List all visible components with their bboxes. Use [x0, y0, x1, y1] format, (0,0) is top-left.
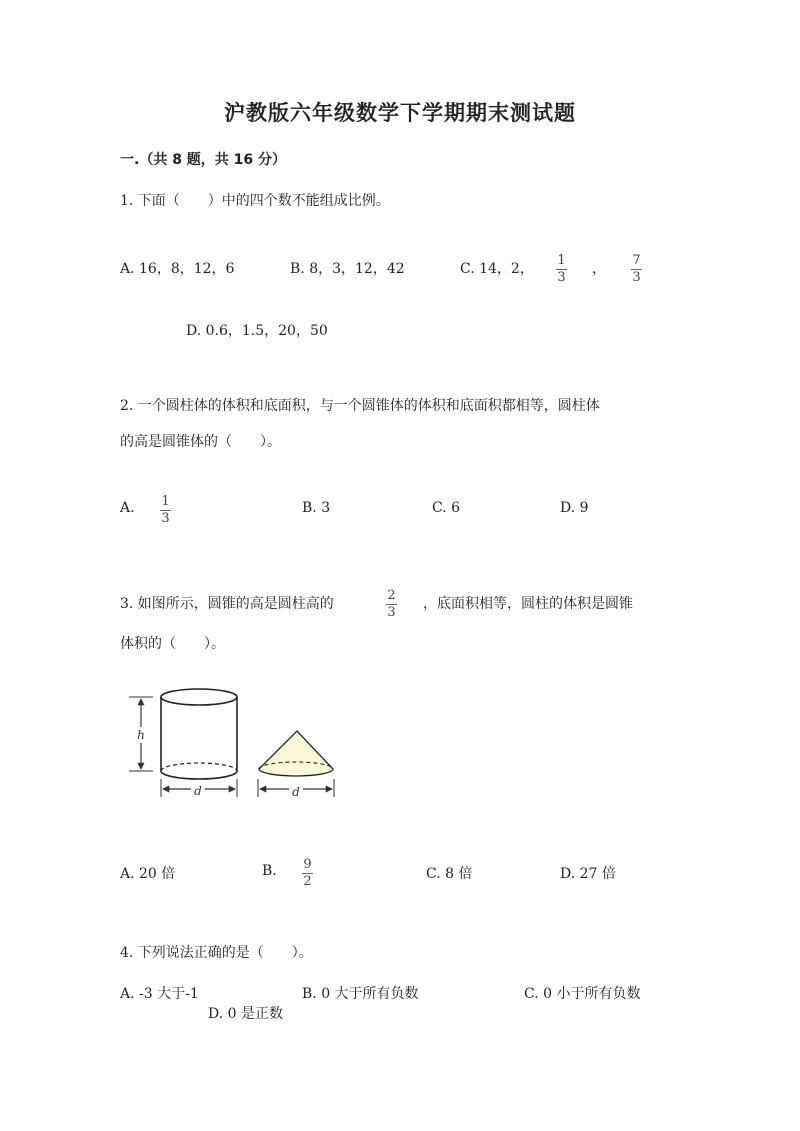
question-2-option-a-fraction	[160, 495, 171, 526]
fraction-numerator: 1	[557, 253, 566, 268]
cylinder-top	[161, 689, 237, 705]
question-3-stem-prefix: 3. 如图所示，圆锥的高是圆柱高的	[120, 596, 334, 612]
question-2-stem-line-2: 的高是圆锥体的（ ）。	[120, 434, 281, 450]
question-3-option-d: D. 27 倍	[560, 866, 616, 882]
question-3-option-b-prefix: B.	[262, 863, 277, 879]
cylinder-bottom-back	[161, 763, 237, 771]
fraction-denominator: 3	[557, 270, 566, 285]
question-4-option-a: A. -3 大于-1	[120, 986, 199, 1002]
cylinder-cone-figure	[125, 685, 350, 805]
question-4-option-b: B. 0 大于所有负数	[302, 986, 419, 1002]
cone-diameter-label: d	[292, 785, 300, 799]
question-4-option-c: C. 0 小于所有负数	[524, 986, 641, 1002]
cylinder-diameter-label: d	[194, 784, 202, 798]
question-1-option-c-separator: ，	[592, 261, 606, 277]
question-2-option-d: D. 9	[560, 500, 589, 516]
cone-body	[259, 731, 333, 776]
question-3-stem-fraction	[386, 589, 397, 620]
fraction-denominator: 2	[303, 874, 312, 889]
fraction-denominator: 3	[387, 605, 396, 620]
question-1-option-b: B. 8，3，12，42	[290, 261, 405, 277]
question-1-option-c-prefix: C. 14，2，	[460, 261, 534, 277]
question-4-stem: 4. 下列说法正确的是（ ）。	[120, 945, 313, 961]
fraction-numerator: 2	[387, 588, 396, 603]
section-heading: 一.（共 8 题，共 16 分）	[120, 152, 287, 168]
question-2-stem-line-1: 2. 一个圆柱体的体积和底面积，与一个圆锥体的体积和底面积都相等，圆柱体	[120, 398, 600, 414]
question-3-stem-line-2: 体积的（ ）。	[120, 636, 225, 652]
question-1-option-c-fraction-1	[556, 254, 567, 285]
question-4-option-d: D. 0 是正数	[208, 1006, 283, 1022]
question-3-option-b-fraction	[302, 858, 313, 889]
fraction-numerator: 1	[161, 494, 170, 509]
page-title: 沪教版六年级数学下学期期末测试题	[224, 101, 576, 125]
question-3-option-c: C. 8 倍	[426, 866, 473, 882]
height-label: h	[137, 728, 145, 742]
question-1-option-d: D. 0.6，1.5，20，50	[186, 323, 328, 339]
fraction-denominator: 3	[632, 270, 641, 285]
question-2-option-a-prefix: A.	[120, 500, 135, 516]
fraction-numerator: 9	[303, 857, 312, 872]
fraction-denominator: 3	[161, 511, 170, 526]
question-2-option-b: B. 3	[302, 500, 331, 516]
question-3-option-a: A. 20 倍	[120, 866, 176, 882]
question-1-option-a: A. 16，8，12，6	[120, 261, 235, 277]
cylinder-bottom-front	[161, 771, 237, 779]
fraction-numerator: 7	[632, 253, 641, 268]
question-2-option-c: C. 6	[432, 500, 461, 516]
question-3-stem-suffix: ，底面积相等，圆柱的体积是圆锥	[423, 596, 633, 612]
question-1-option-c-fraction-2	[631, 254, 642, 285]
question-1-stem: 1. 下面（ ）中的四个数不能组成比例。	[120, 193, 390, 209]
